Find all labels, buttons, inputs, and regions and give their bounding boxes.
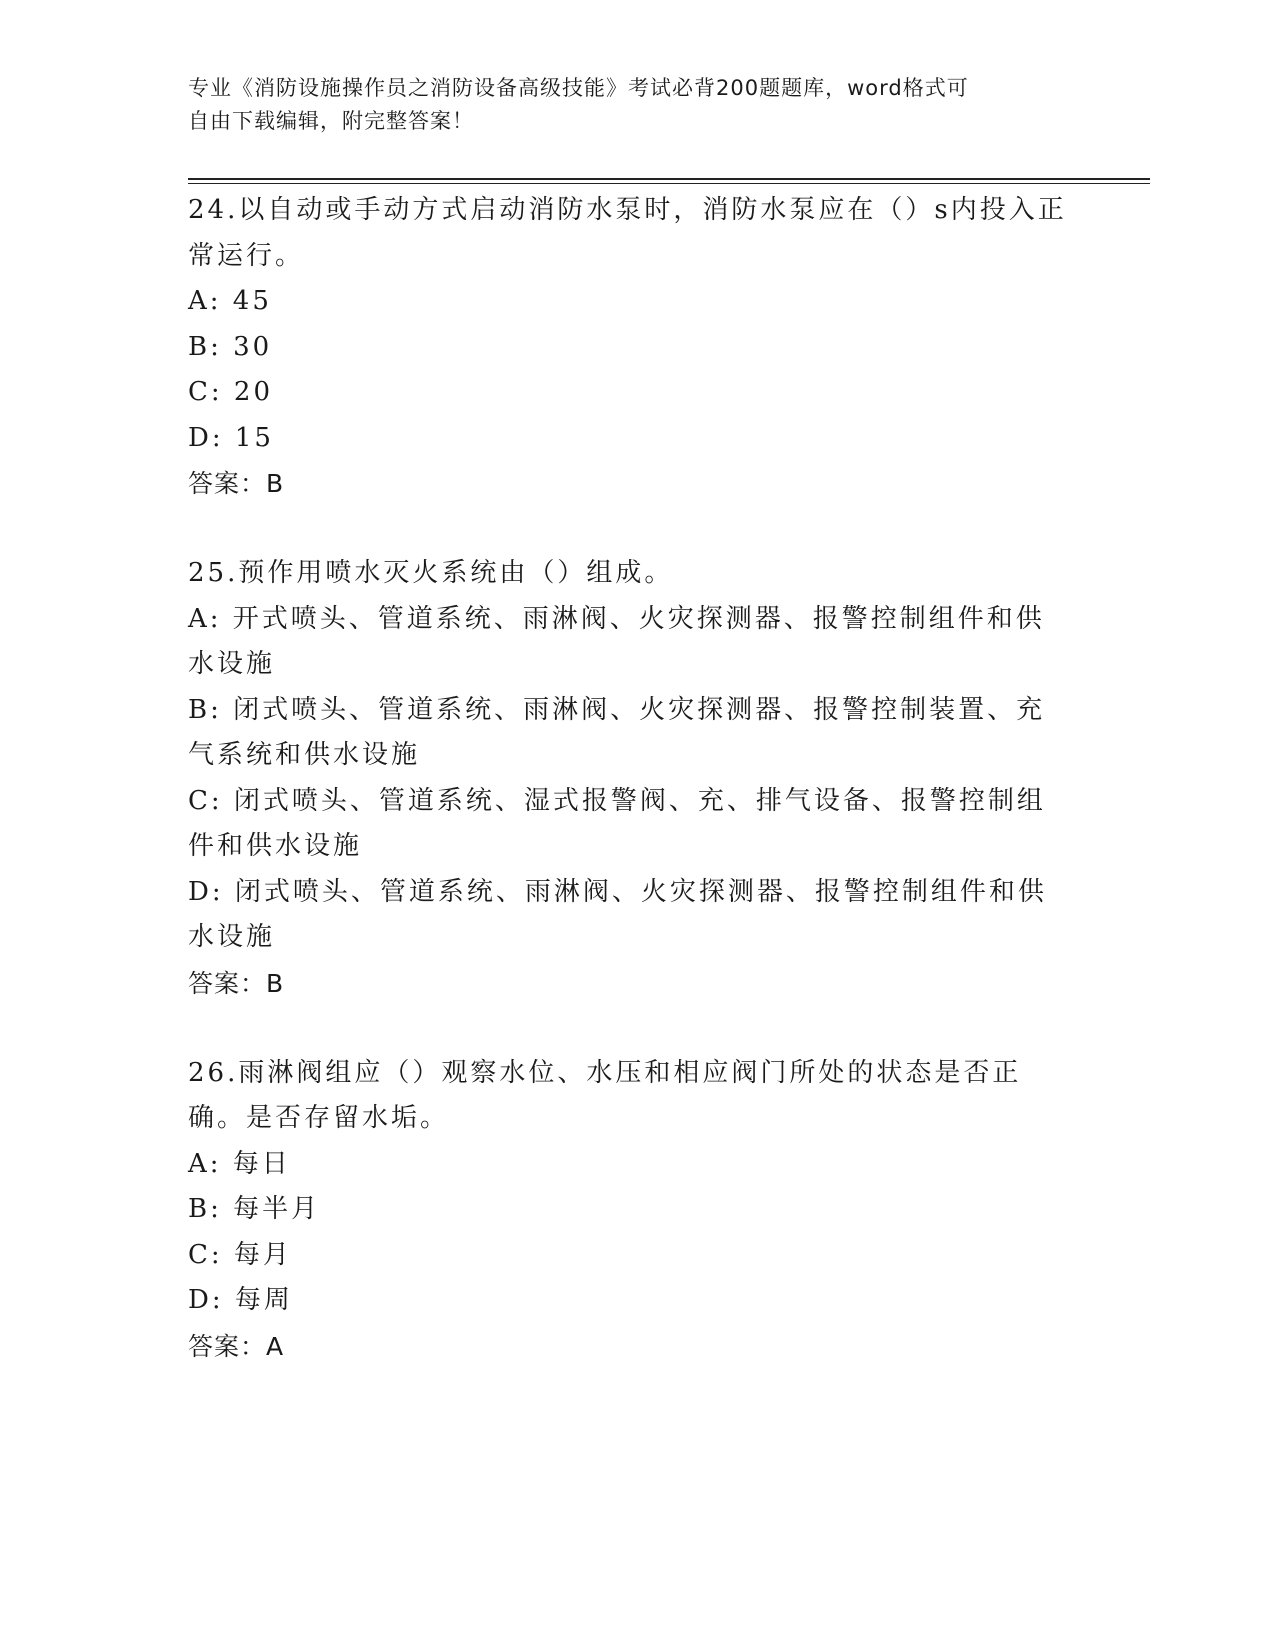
option-d: D: 15 bbox=[188, 422, 274, 453]
question-list bbox=[188, 188, 1068, 1369]
option-d: D: 每周 bbox=[188, 1285, 293, 1315]
option-b: B: 30 bbox=[188, 331, 273, 362]
question-stem: 26.雨淋阀组应（）观察水位、水压和相应阀门所处的状态是否正确。是否存留水垢。 bbox=[188, 1057, 1022, 1133]
question-25 bbox=[188, 551, 1068, 1006]
header-rule-thin bbox=[188, 183, 1150, 184]
option-b: B: 闭式喷头、管道系统、雨淋阀、火灾探测器、报警控制装置、充气系统和供水设施 bbox=[188, 694, 1046, 770]
option-d: D: 闭式喷头、管道系统、雨淋阀、火灾探测器、报警控制组件和供水设施 bbox=[188, 876, 1047, 952]
document-header bbox=[188, 72, 1088, 138]
option-c: C: 20 bbox=[188, 377, 274, 407]
header-line-1: 专业《消防设施操作员之消防设备高级技能》考试必背200题题库，word格式可 bbox=[188, 76, 969, 100]
answer-line: 答案：A bbox=[188, 1331, 285, 1361]
header-line-2: 自由下载编辑，附完整答案！ bbox=[188, 109, 474, 133]
question-26 bbox=[188, 1051, 1068, 1369]
spacer bbox=[188, 1006, 1068, 1051]
answer-line: 答案：B bbox=[188, 968, 285, 998]
spacer bbox=[188, 506, 1068, 551]
option-c: C: 闭式喷头、管道系统、湿式报警阀、充、排气设备、报警控制组件和供水设施 bbox=[188, 785, 1046, 861]
question-stem: 25.预作用喷水灭火系统由（）组成。 bbox=[188, 558, 674, 588]
question-stem: 24.以自动或手动方式启动消防水泵时，消防水泵应在（）s内投入正常运行。 bbox=[188, 195, 1067, 271]
option-b: B: 每半月 bbox=[188, 1194, 321, 1224]
answer-line: 答案：B bbox=[188, 469, 285, 498]
option-c: C: 每月 bbox=[188, 1239, 292, 1270]
option-a: A: 开式喷头、管道系统、雨淋阀、火灾探测器、报警控制组件和供水设施 bbox=[188, 603, 1045, 679]
header-rule-thick bbox=[188, 178, 1150, 180]
option-a: A: 每日 bbox=[188, 1148, 291, 1179]
question-24 bbox=[188, 188, 1068, 506]
option-a: A: 45 bbox=[188, 286, 272, 316]
